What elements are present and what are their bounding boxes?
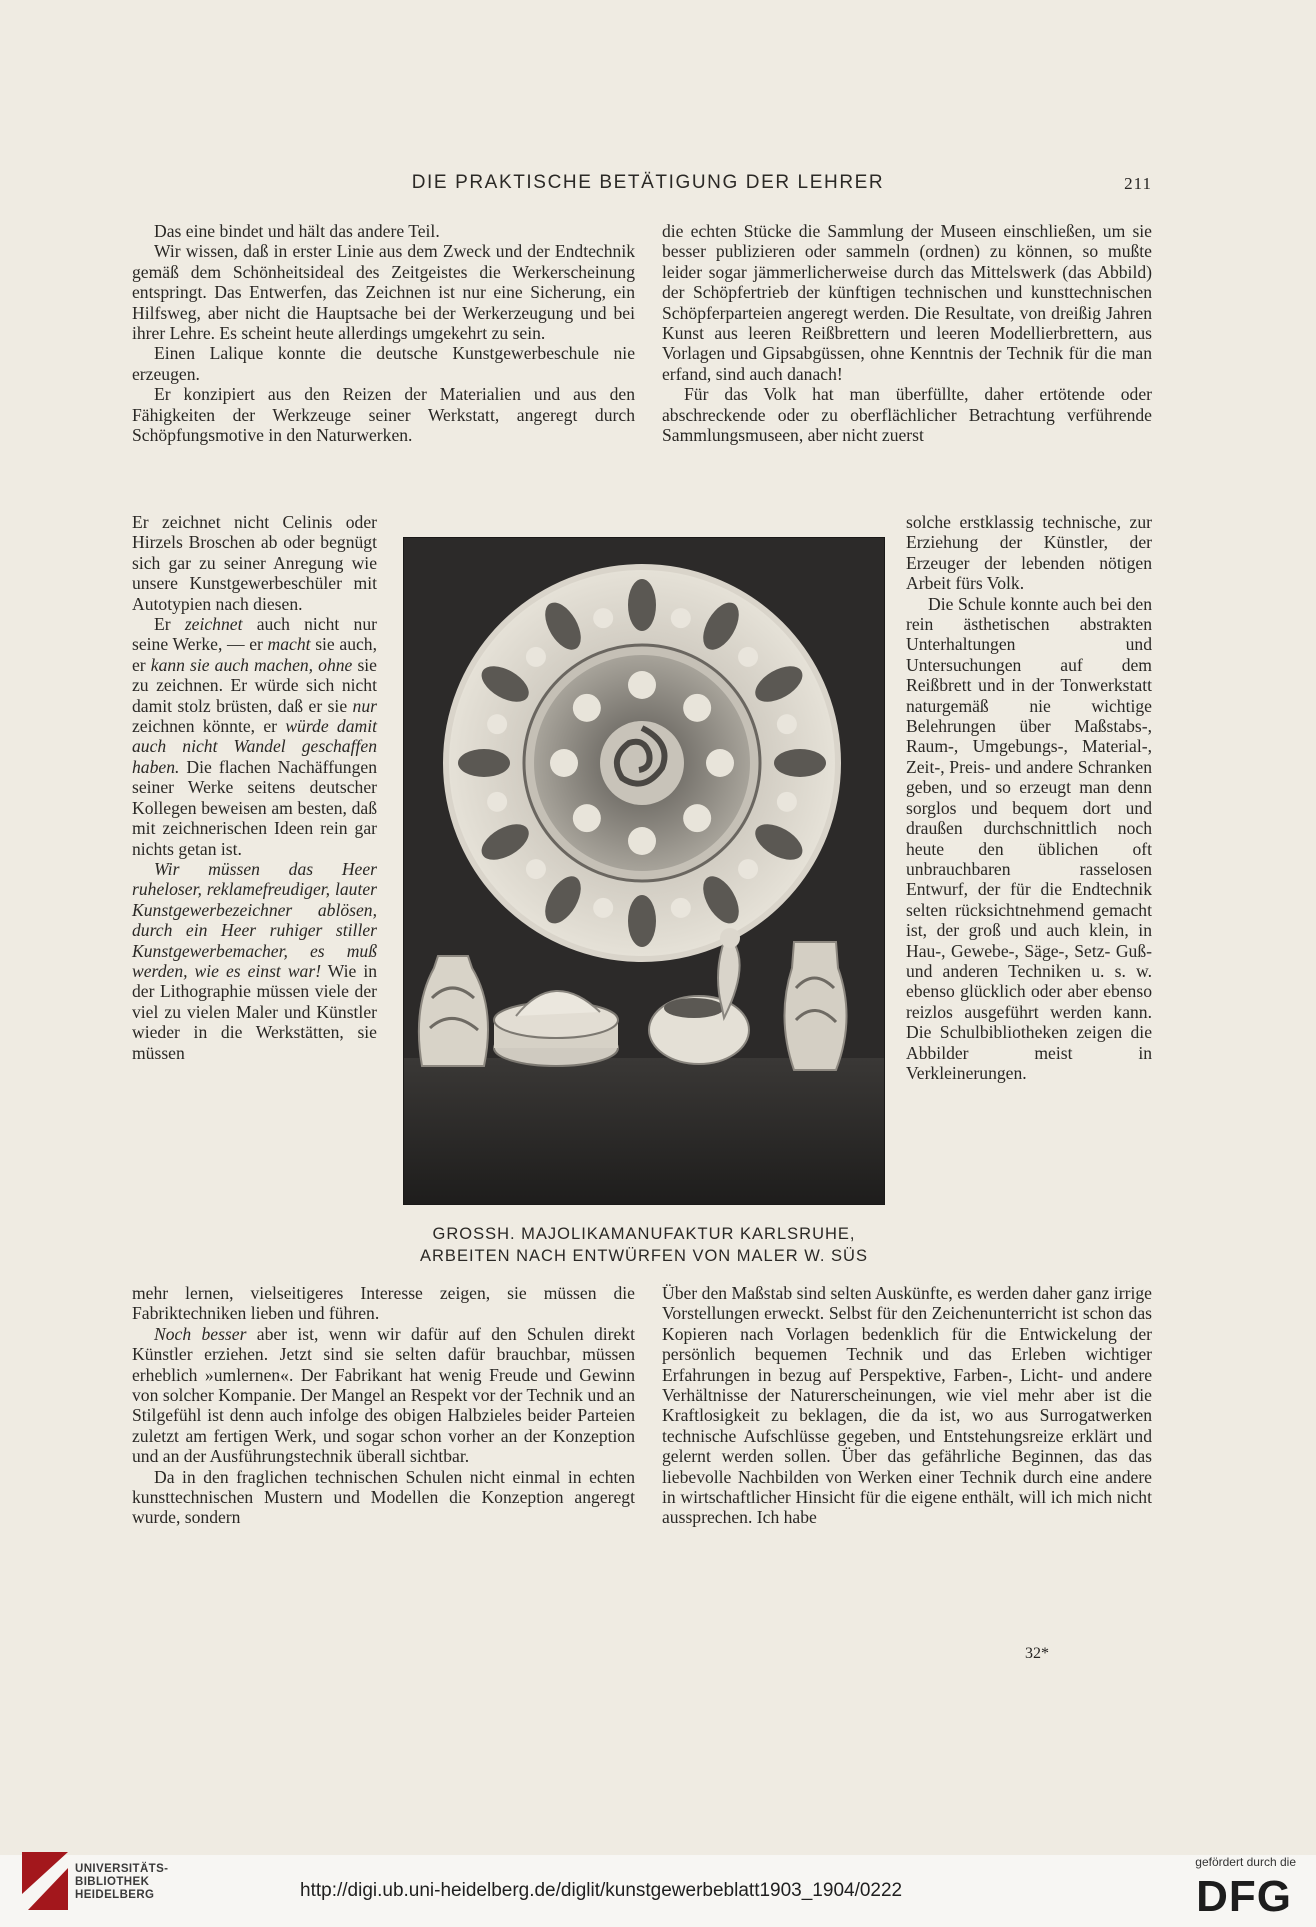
- text-run: Er zeichnet nicht Celinis oder Hirzels Broschen ab oder begnügt sich gar zu seiner Anregung wie unsere Kunstgewerbeschüler mit Autotypien nach diesen.: [132, 512, 377, 614]
- text-run: sie zu zeichnen. Er würde sich nicht damit stolz brüsten, daß er sie: [132, 654, 377, 716]
- rim-rose: [738, 859, 758, 879]
- rim-ornament: [458, 749, 510, 777]
- caption-line-2: ARBEITEN NACH ENTWÜRFEN VON MALER W. SÜS: [420, 1247, 868, 1265]
- figure-caption: [384, 1223, 904, 1267]
- italic-run: macht: [267, 634, 311, 655]
- text-run: Wie in der Lithographie müssen viele der viel zu vielen Maler und Künstler wieder in die Werkstätten, sie müssen: [132, 960, 378, 1063]
- rim-rose: [487, 714, 507, 734]
- text-run: Er konzipiert aus den Reizen der Materialien und aus den Fähigkeiten der Werkzeuge seiner Werkstatt, angeregt durch Schöpfungsmotive in den Naturwerken.: [132, 384, 635, 446]
- university-library-logo-icon: [22, 1852, 70, 1910]
- paragraph: [132, 384, 635, 445]
- italic-run: Noch besser: [154, 1323, 247, 1344]
- rim-ornament: [628, 579, 656, 631]
- paragraph: [132, 343, 635, 384]
- rim-rose: [671, 608, 691, 628]
- paragraph: [132, 614, 377, 859]
- inner-star: [706, 749, 734, 777]
- text-column-right-top: [662, 221, 1152, 445]
- source-url-link[interactable]: http://digi.ub.uni-heidelberg.de/diglit/kunstgewerbeblatt1903_1904/0222: [300, 1880, 903, 1901]
- text-run: Er: [154, 614, 185, 635]
- rim-rose: [593, 608, 613, 628]
- text-column-right-narrow: [906, 512, 1152, 1083]
- rim-rose: [487, 792, 507, 812]
- rim-rose: [738, 647, 758, 667]
- text-run: zeichnen könnte, er: [132, 716, 286, 737]
- rim-rose: [671, 898, 691, 918]
- text-run: Die flachen Nachäffungen seiner Werke seitens deutscher Kollegen beweisen am besten, daß mit zeichnerischen Ideen rein gar nichts getan ist.: [132, 756, 377, 859]
- text-run: Einen Lalique konnte die deutsche Kunstgewerbeschule nie erzeugen.: [132, 343, 635, 384]
- printer-signature: 32*: [1025, 1645, 1049, 1662]
- majolica-illustration: [404, 538, 884, 1204]
- decorated-plate: [446, 567, 838, 959]
- rim-rose: [593, 898, 613, 918]
- inner-star: [573, 694, 601, 722]
- text-run: aber ist, wenn wir dafür auf den Schulen direkt Künstler erziehen. Jetzt sind sie selten dafür brauchbar, müssen erheblich »umlernen«. Der Fabrikant hat wenig Freude und Gewinn von solcher Kompanie. Der Mangel an Respekt vor der Technik und an Stilgefühl ist denn auch infolge des obigen Halbzieles beider Parteien zuletzt am fertigen Werk, und sogar schon vorher an der Konzeption und an der Ausführungstechnik überall sichtbar.: [132, 1323, 635, 1467]
- rim-rose: [526, 859, 546, 879]
- dfg-logo: DFG: [1196, 1872, 1292, 1921]
- paragraph: [132, 512, 377, 614]
- paragraph: [662, 221, 1152, 384]
- text-column-left-narrow: [132, 512, 377, 1063]
- inner-star: [628, 671, 656, 699]
- paragraph: [906, 594, 1152, 1084]
- text-run: Für das Volk hat man überfüllte, daher ertötende oder abschreckende oder zu oberflächlicher Betrachtung verführende Sammlungsmuseen, aber nicht zuerst: [662, 384, 1152, 446]
- text-run: auch nicht nur seine Werke, — er: [132, 614, 377, 655]
- text-run: mehr lernen, vielseitigeres Interesse zeigen, sie müssen die Fabriktechniken lieben und führen.: [132, 1283, 635, 1324]
- text-run: die echten Stücke die Sammlung der Museen einschließen, um sie besser publizieren oder sammeln (ordnen) zu können, so mußte leider sogar jämmerlicherweise durch das Mittelswerk (das Abbild) der Schöpfertrieb der künftigen technischen und kunsttechnischen Schöpferparteien angeregt werden. Die Resultate, von dreißig Jahren Kunst aus leeren Reißbrettern und leeren Modellierbrettern, aus Vorlagen und Gipsabgüssen, ohne Kenntnis der Technik für die man erfand, sind auch danach!: [662, 221, 1152, 384]
- paragraph: [906, 512, 1152, 594]
- paragraph: [662, 1283, 1152, 1528]
- text-column-left-top: [132, 221, 635, 445]
- italic-run: Wir müssen das Heer ruheloser, reklamefreudiger, lauter Kunstgewerbezeichner ablösen, durch ein Heer ruhiger stiller Kunstgewerbemacher, es muß werden, wie es einst war!: [132, 858, 377, 981]
- paragraph: [132, 221, 635, 241]
- inner-star: [550, 749, 578, 777]
- paragraph: [662, 384, 1152, 445]
- library-name: UNIVERSITÄTS- BIBLIOTHEK HEIDELBERG: [75, 1863, 169, 1901]
- paragraph: [132, 241, 635, 343]
- rim-ornament: [628, 895, 656, 947]
- inner-star: [683, 804, 711, 832]
- text-run: Die Schule konnte auch bei den rein ästhetischen abstrakten Unterhaltungen und Untersuchungen auf dem Reißbrett und in der Tonwerkstatt naturgemäß nie wichtige Belehrungen über Maßstabs-, Raum-, Umgebungs-, Material-, Zeit-, Preis- und andere Schranken geben, und so erzeugt man denn sorglos und bequem dort und draußen durchschnittlich noch heute den üblichen oft unbrauchbaren rasselosen Entwurf, der für die Endtechnik selten rücksichtnehmend gemacht ist, der groß und auch klein, in Hau-, Gewebe-, Säge-, Setz- Guß- und anderen Techniken u. s. w. ebenso glücklich oder aber ebenso reizlos ausgeführt werden kann. Die Schulbibliotheken zeigen die Abbilder meist in Verkleinerungen.: [906, 593, 1152, 1083]
- rim-rose: [777, 792, 797, 812]
- text-run: Über den Maßstab sind selten Auskünfte, es werden daher ganz irrige Vorstellungen erweckt. Selbst für den Zeichenunterricht ist schon das Kopieren nach Vorlagen bedenklich für die Entwickelung der persönlich bequemen Technik und das Erleben wichtiger Erfahrungen in bezug auf Perspektive, Farben-, Licht- und andere Verhältnisse der Naturerscheinungen, wie viel mehr aber ist die Kraftlosigkeit zu beklagen, die da ist, wo aus Surrogatwerken technische Aufschlüsse gegeben, und Entstehungsreize erklärt und gelernt werden sollen. Über das gefährliche Beginnen, das das liebevolle Nachbilden von Werken einer Technik durch eine andere in wirtschaftlicher Hinsicht für die eigene enthält, will ich mich nicht aussprechen. Ich habe: [662, 1283, 1152, 1528]
- italic-run: würde damit auch nicht Wandel geschaffen haben.: [132, 716, 377, 777]
- italic-run: nur: [352, 695, 377, 716]
- text-run: sie auch, er: [132, 634, 377, 675]
- paragraph: [132, 1283, 635, 1324]
- paragraph: [132, 859, 377, 1063]
- inner-star: [683, 694, 711, 722]
- text-run: solche erstklassig technische, zur Erziehung der Künstler, der Erzeuger der lebenden nötigen Arbeit fürs Volk.: [906, 512, 1152, 594]
- caption-line-1: GROSSH. MAJOLIKAMANUFAKTUR KARLSRUHE,: [432, 1225, 856, 1243]
- text-column-right-bottom: [662, 1283, 1152, 1528]
- italic-run: kann sie auch machen, ohne: [150, 654, 353, 675]
- paragraph: [132, 1467, 635, 1528]
- paragraph: [132, 1324, 635, 1467]
- rim-rose: [777, 714, 797, 734]
- page-number: 211: [1124, 174, 1152, 193]
- inner-star: [628, 827, 656, 855]
- running-header: [132, 172, 1164, 196]
- text-run: Wir wissen, daß in erster Linie aus dem Zweck und der Endtechnik gemäß dem Schönheitsideal des Zeitgeistes die Werkerscheinung entspringt. Das Entwerfen, das Zeichnen ist nur eine Sicherung, ein Hilfsweg, aber nicht die Hauptsache bei der Werkerzeugung und bei ihrer Lehre. Es scheint heute allerdings umgekehrt zu sein.: [132, 241, 635, 344]
- text-run: Da in den fraglichen technischen Schulen nicht einmal in echten kunsttechnischen Mustern und Modellen die Konzeption angeregt wurde, sondern: [132, 1466, 635, 1528]
- italic-run: zeichnet: [184, 614, 243, 635]
- ceramic-vase-right: [784, 942, 846, 1070]
- funded-by-label: gefördert durch die: [1195, 1855, 1296, 1869]
- header-title: DIE PRAKTISCHE BETÄTIGUNG DER LEHRER: [411, 172, 885, 193]
- inner-star: [573, 804, 601, 832]
- text-column-left-bottom: [132, 1283, 635, 1528]
- rim-ornament: [774, 749, 826, 777]
- text-run: Das eine bindet und hält das andere Teil.: [154, 221, 440, 241]
- majolica-photograph: [403, 537, 885, 1205]
- rim-rose: [526, 647, 546, 667]
